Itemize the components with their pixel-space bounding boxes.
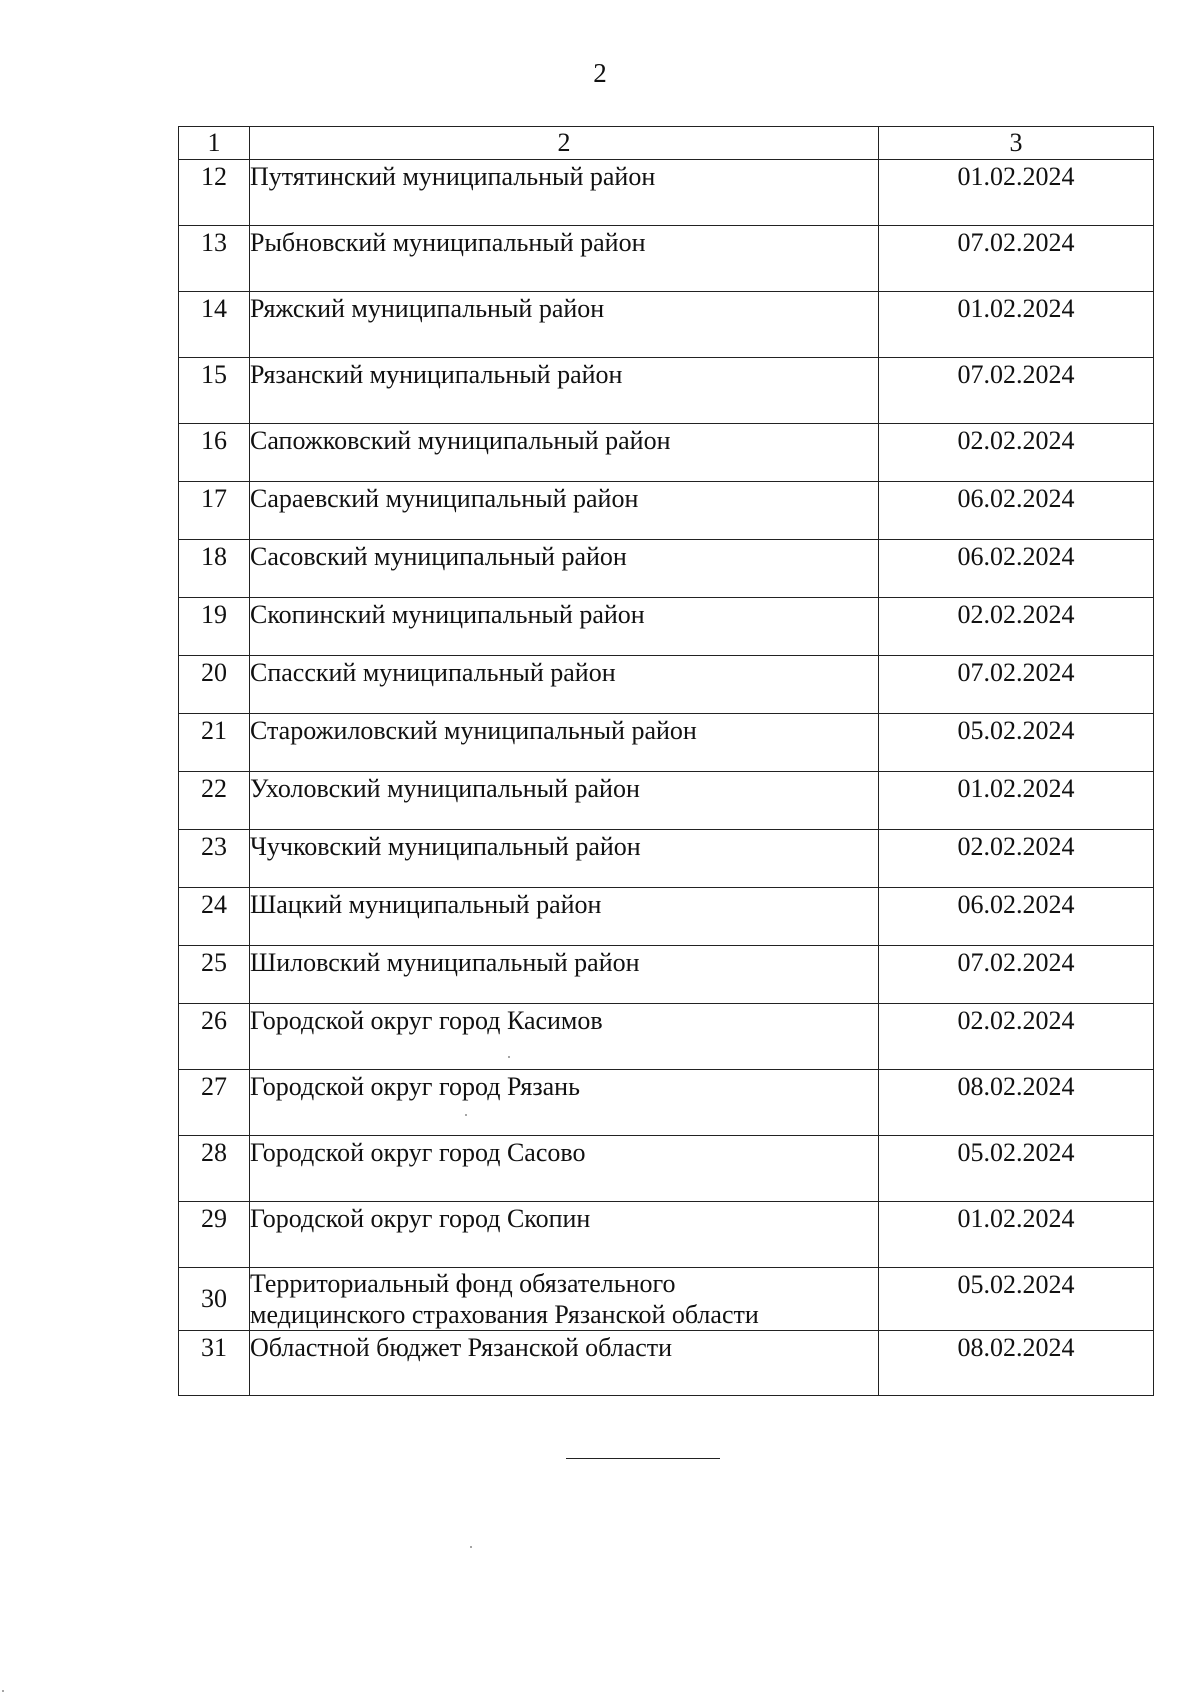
row-date: 05.02.2024 — [879, 1268, 1154, 1331]
row-name: Областной бюджет Рязанской области — [250, 1331, 879, 1396]
table-row — [179, 424, 1154, 482]
table-row — [179, 772, 1154, 830]
row-name: Скопинский муниципальный район — [250, 598, 879, 656]
row-number: 26 — [179, 1004, 250, 1070]
row-name: Сараевский муниципальный район — [250, 482, 879, 540]
row-name-line-1: Территориальный фонд обязательного — [250, 1269, 676, 1298]
row-name: Рыбновский муниципальный район — [250, 226, 879, 292]
row-date: 06.02.2024 — [879, 888, 1154, 946]
row-name: Городской округ город Касимов — [250, 1004, 879, 1070]
row-number: 23 — [179, 830, 250, 888]
row-name: Спасский муниципальный район — [250, 656, 879, 714]
scan-speck — [2, 1690, 4, 1692]
row-date: 01.02.2024 — [879, 292, 1154, 358]
row-date: 01.02.2024 — [879, 160, 1154, 226]
row-number: 17 — [179, 482, 250, 540]
row-date: 02.02.2024 — [879, 598, 1154, 656]
row-date: 08.02.2024 — [879, 1331, 1154, 1396]
row-number: 21 — [179, 714, 250, 772]
row-name: Городской округ город Сасово — [250, 1136, 879, 1202]
row-name: Ухоловский муниципальный район — [250, 772, 879, 830]
row-date: 02.02.2024 — [879, 1004, 1154, 1070]
table-row — [179, 1331, 1154, 1396]
scan-speck — [508, 1056, 510, 1058]
row-number: 15 — [179, 358, 250, 424]
table-row — [179, 226, 1154, 292]
row-name — [250, 1268, 879, 1331]
row-number: 14 — [179, 292, 250, 358]
row-name: Старожиловский муниципальный район — [250, 714, 879, 772]
table-row — [179, 1202, 1154, 1268]
row-number: 16 — [179, 424, 250, 482]
end-of-document-rule — [566, 1458, 720, 1459]
table-row — [179, 888, 1154, 946]
row-name: Чучковский муниципальный район — [250, 830, 879, 888]
row-date: 07.02.2024 — [879, 656, 1154, 714]
table-row — [179, 714, 1154, 772]
row-number: 25 — [179, 946, 250, 1004]
table-row — [179, 1004, 1154, 1070]
row-date: 06.02.2024 — [879, 540, 1154, 598]
row-number: 29 — [179, 1202, 250, 1268]
row-number: 12 — [179, 160, 250, 226]
column-header-number: 1 — [179, 127, 250, 160]
row-name: Ряжский муниципальный район — [250, 292, 879, 358]
column-header-name: 2 — [250, 127, 879, 160]
row-number: 30 — [179, 1268, 250, 1331]
row-name: Шиловский муниципальный район — [250, 946, 879, 1004]
row-name: Сасовский муниципальный район — [250, 540, 879, 598]
row-name: Городской округ город Скопин — [250, 1202, 879, 1268]
table-row — [179, 946, 1154, 1004]
row-name: Городской округ город Рязань — [250, 1070, 879, 1136]
row-date: 01.02.2024 — [879, 1202, 1154, 1268]
row-number: 20 — [179, 656, 250, 714]
row-name: Шацкий муниципальный район — [250, 888, 879, 946]
row-name: Путятинский муниципальный район — [250, 160, 879, 226]
table-row — [179, 1268, 1154, 1331]
page-number: 2 — [593, 58, 607, 88]
row-number: 13 — [179, 226, 250, 292]
row-number: 18 — [179, 540, 250, 598]
table-row — [179, 482, 1154, 540]
row-number: 27 — [179, 1070, 250, 1136]
row-date: 05.02.2024 — [879, 714, 1154, 772]
row-number: 28 — [179, 1136, 250, 1202]
row-date: 01.02.2024 — [879, 772, 1154, 830]
table-header-row — [179, 127, 1154, 160]
table-row — [179, 540, 1154, 598]
row-date: 02.02.2024 — [879, 830, 1154, 888]
row-number: 24 — [179, 888, 250, 946]
table-row — [179, 830, 1154, 888]
table-row — [179, 656, 1154, 714]
row-date: 07.02.2024 — [879, 358, 1154, 424]
scan-speck — [470, 1546, 472, 1548]
row-name-line-2: медицинского страхования Рязанской области — [250, 1300, 759, 1329]
row-date: 07.02.2024 — [879, 226, 1154, 292]
table-row — [179, 358, 1154, 424]
column-header-date: 3 — [879, 127, 1154, 160]
scan-speck — [465, 1114, 467, 1116]
table-row — [179, 1136, 1154, 1202]
table-row — [179, 292, 1154, 358]
row-date: 08.02.2024 — [879, 1070, 1154, 1136]
table-row — [179, 1070, 1154, 1136]
row-name: Рязанский муниципальный район — [250, 358, 879, 424]
row-date: 06.02.2024 — [879, 482, 1154, 540]
row-date: 05.02.2024 — [879, 1136, 1154, 1202]
district-dates-table — [178, 126, 1154, 1396]
table-row — [179, 598, 1154, 656]
table-row — [179, 160, 1154, 226]
row-number: 22 — [179, 772, 250, 830]
row-date: 07.02.2024 — [879, 946, 1154, 1004]
row-number: 19 — [179, 598, 250, 656]
row-date: 02.02.2024 — [879, 424, 1154, 482]
row-name: Сапожковский муниципальный район — [250, 424, 879, 482]
row-number: 31 — [179, 1331, 250, 1396]
